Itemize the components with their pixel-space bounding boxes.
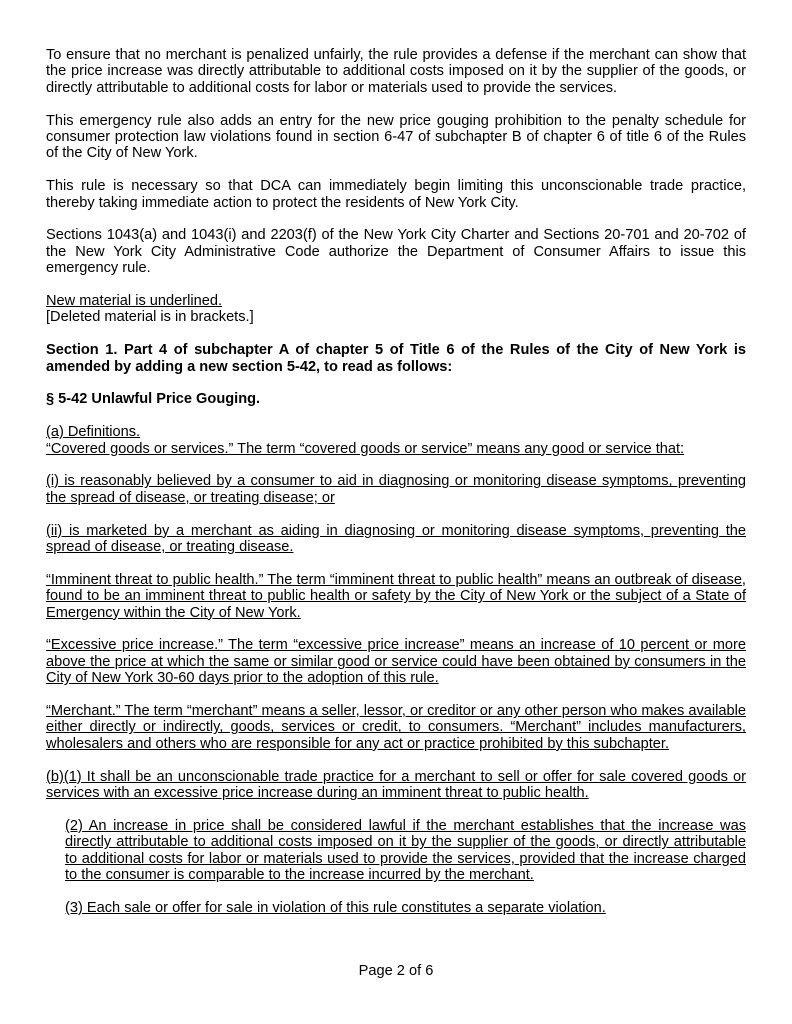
definition-covered-goods-clause-i: (i) is reasonably believed by a consumer to aid in diagnosing or monitoring disease symptoms, preventing the spread of disease, or treating disease; or	[46, 473, 746, 506]
document-body	[46, 47, 746, 933]
material-notes-group	[46, 293, 746, 326]
definitions-label: (a) Definitions.	[46, 424, 141, 441]
heading-section-1: Section 1. Part 4 of subchapter A of chapter 5 of Title 6 of the Rules of the City of New York is amended by adding a new section 5-42, to read as follows:	[46, 342, 746, 375]
rule-b2-lawful-increase: (2) An increase in price shall be considered lawful if the merchant establishes that the increase was directly attributable to additional costs imposed on it by the supplier of the goods, or directly attributable to additional costs for labor or materials used to provide the services, provided that the increase charged to the consumer is comparable to the increase incurred by the merchant.	[65, 817, 746, 884]
heading-section-5-42: § 5-42 Unlawful Price Gouging.	[46, 391, 261, 408]
note-new-material: New material is underlined.	[46, 293, 223, 310]
paragraph-rule-necessity: This rule is necessary so that DCA can immediately begin limiting this unconscionable trade practice, thereby taking immediate action to protect the residents of New York City.	[46, 178, 746, 211]
paragraph-penalty-schedule: This emergency rule also adds an entry for the new price gouging prohibition to the penalty schedule for consumer protection law violations found in section 6-47 of subchapter B of chapter 6 of title 6 of the Rules of the City of New York.	[46, 112, 746, 162]
note-deleted-material: [Deleted material is in brackets.]	[46, 309, 254, 326]
definition-excessive-price-increase: “Excessive price increase.” The term “excessive price increase” means an increase of 10 percent or more above the price at which the same or similar good or service could have been obtained by consumers in the City of New York 30-60 days prior to the adoption of this rule.	[46, 637, 746, 687]
definitions-intro-group	[46, 424, 746, 457]
definition-merchant: “Merchant.” The term “merchant” means a seller, lessor, or creditor or any other person who makes available either directly or indirectly, goods, services or credit, to consumers. “Merchant” includes manufacturers, wholesalers and others who are responsible for any act or practice prohibited by this subchapter.	[46, 703, 746, 752]
page-number-footer: Page 2 of 6	[358, 962, 434, 979]
paragraph-merchant-defense: To ensure that no merchant is penalized unfairly, the rule provides a defense if the merchant can show that the price increase was directly attributable to additional costs imposed on it by the supplier of the goods, or directly attributable to additional costs for labor or materials used to provide the services.	[46, 47, 746, 96]
definition-covered-goods-intro: “Covered goods or services.” The term “covered goods or service” means any good or service that:	[46, 440, 685, 457]
definition-covered-goods-clause-ii: (ii) is marketed by a merchant as aiding in diagnosing or monitoring disease symptoms, preventing the spread of disease, or treating disease.	[46, 522, 746, 556]
definition-imminent-threat: “Imminent threat to public health.” The term “imminent threat to public health” means an outbreak of disease, found to be an imminent threat to public health or safety by the City of New York or the subject of a State of Emergency within the City of New York.	[46, 571, 746, 621]
rule-b1-unconscionable-practice: (b)(1) It shall be an unconscionable trade practice for a merchant to sell or offer for sale covered goods or services with an excessive price increase during an imminent threat to public health.	[46, 768, 746, 802]
rule-b3-separate-violation: (3) Each sale or offer for sale in violation of this rule constitutes a separate violation.	[65, 899, 606, 916]
paragraph-legal-authority: Sections 1043(a) and 1043(i) and 2203(f) of the New York City Charter and Sections 20-701 and 20-702 of the New York City Administrative Code authorize the Department of Consumer Affairs to issue this emergency rule.	[46, 227, 746, 277]
